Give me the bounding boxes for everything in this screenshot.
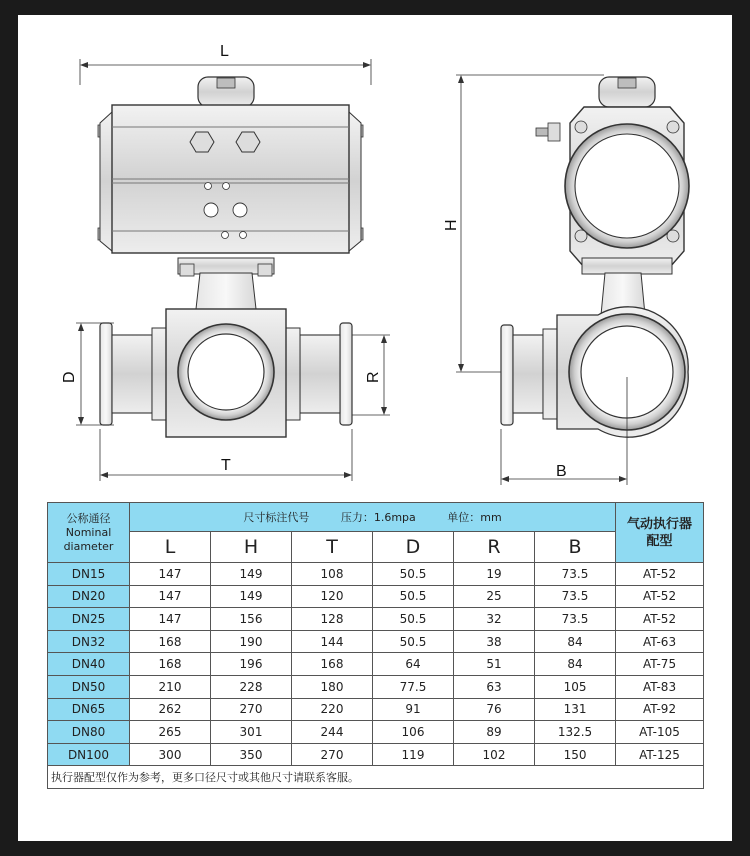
nominal-diameter-cell: DN50 <box>48 675 130 698</box>
table-row <box>48 585 704 608</box>
table-row <box>48 675 704 698</box>
dimension-cell-R: 25 <box>454 585 535 608</box>
dimension-cell-T: 128 <box>292 608 373 631</box>
dimension-cell-D: 50.5 <box>373 608 454 631</box>
nominal-cn: 公称通径 <box>66 511 111 525</box>
dimension-cell-L: 147 <box>130 585 211 608</box>
nominal-en-1: Nominal <box>65 525 112 539</box>
spec-info-header <box>130 503 616 532</box>
actuator-model-cell: AT-63 <box>616 630 704 653</box>
dimension-cell-H: 149 <box>211 585 292 608</box>
column-header-L: L <box>130 532 211 563</box>
dimension-cell-R: 32 <box>454 608 535 631</box>
column-header-R: R <box>454 532 535 563</box>
dimension-cell-D: 64 <box>373 653 454 676</box>
dimension-cell-B: 73.5 <box>535 585 616 608</box>
dimension-cell-T: 120 <box>292 585 373 608</box>
dim-label-H: H <box>443 219 460 231</box>
dimension-cell-H: 190 <box>211 630 292 653</box>
dimension-cell-H: 149 <box>211 563 292 586</box>
table-row <box>48 743 704 766</box>
nominal-diameter-cell: DN15 <box>48 563 130 586</box>
actuator-model-cell: AT-52 <box>616 585 704 608</box>
dimension-cell-T: 108 <box>292 563 373 586</box>
dim-label-T: T <box>221 457 231 474</box>
dimension-cell-D: 50.5 <box>373 563 454 586</box>
nominal-diameter-cell: DN40 <box>48 653 130 676</box>
nominal-diameter-header <box>48 503 130 563</box>
dimension-cell-L: 300 <box>130 743 211 766</box>
actuator-model-cell: AT-83 <box>616 675 704 698</box>
nominal-diameter-cell: DN65 <box>48 698 130 721</box>
actuator-model-cell: AT-92 <box>616 698 704 721</box>
dimension-cell-L: 265 <box>130 721 211 744</box>
dimension-cell-R: 38 <box>454 630 535 653</box>
front-view <box>61 43 390 481</box>
specification-table-container <box>47 502 703 789</box>
dimension-cell-R: 89 <box>454 721 535 744</box>
dimension-cell-T: 144 <box>292 630 373 653</box>
dimension-cell-H: 270 <box>211 698 292 721</box>
dimension-cell-D: 106 <box>373 721 454 744</box>
dimension-cell-R: 19 <box>454 563 535 586</box>
dimension-cell-H: 350 <box>211 743 292 766</box>
dimension-cell-T: 168 <box>292 653 373 676</box>
dimension-cell-B: 105 <box>535 675 616 698</box>
dimension-cell-R: 102 <box>454 743 535 766</box>
dimension-cell-R: 63 <box>454 675 535 698</box>
spec-label: 尺寸标注代号 <box>243 511 310 524</box>
actuator-line1: 气动执行器 <box>627 516 693 532</box>
actuator-model-cell: AT-75 <box>616 653 704 676</box>
table-row <box>48 563 704 586</box>
nominal-diameter-cell: DN80 <box>48 721 130 744</box>
side-view <box>443 75 689 485</box>
table-row <box>48 698 704 721</box>
unit-label: 单位：mm <box>447 511 502 524</box>
dimension-cell-R: 76 <box>454 698 535 721</box>
actuator-model-cell: AT-125 <box>616 743 704 766</box>
dimension-cell-B: 73.5 <box>535 608 616 631</box>
dimension-cell-H: 156 <box>211 608 292 631</box>
dimension-cell-T: 180 <box>292 675 373 698</box>
table-row <box>48 721 704 744</box>
dimension-cell-L: 262 <box>130 698 211 721</box>
actuator-line2: 配型 <box>646 533 673 549</box>
dimension-cell-L: 210 <box>130 675 211 698</box>
dimension-cell-L: 147 <box>130 608 211 631</box>
spec-sheet <box>18 15 732 841</box>
specification-table <box>47 502 704 789</box>
dimension-cell-B: 73.5 <box>535 563 616 586</box>
nominal-diameter-cell: DN25 <box>48 608 130 631</box>
dimension-cell-L: 168 <box>130 653 211 676</box>
column-letters-row <box>48 532 704 563</box>
column-header-D: D <box>373 532 454 563</box>
column-header-H: H <box>211 532 292 563</box>
dimension-cell-H: 196 <box>211 653 292 676</box>
dimension-cell-L: 168 <box>130 630 211 653</box>
actuator-model-cell: AT-52 <box>616 563 704 586</box>
actuator-model-cell: AT-105 <box>616 721 704 744</box>
dimension-cell-L: 147 <box>130 563 211 586</box>
valve-technical-drawing <box>18 15 732 500</box>
actuator-model-header <box>616 503 704 563</box>
dimension-cell-H: 301 <box>211 721 292 744</box>
dimension-cell-B: 150 <box>535 743 616 766</box>
nominal-diameter-cell: DN100 <box>48 743 130 766</box>
nominal-diameter-cell: DN20 <box>48 585 130 608</box>
dim-label-D: D <box>61 371 78 383</box>
dim-label-B: B <box>556 463 567 480</box>
dimension-cell-B: 132.5 <box>535 721 616 744</box>
footnote: 执行器配型仅作为参考，更多口径尺寸或其他尺寸请联系客服。 <box>48 766 704 789</box>
dimension-cell-B: 131 <box>535 698 616 721</box>
table-row <box>48 630 704 653</box>
dimension-cell-D: 119 <box>373 743 454 766</box>
dimension-cell-D: 50.5 <box>373 630 454 653</box>
nominal-diameter-cell: DN32 <box>48 630 130 653</box>
dim-label-L: L <box>220 43 229 60</box>
dimension-cell-D: 50.5 <box>373 585 454 608</box>
table-row <box>48 653 704 676</box>
dimension-cell-R: 51 <box>454 653 535 676</box>
dimension-cell-H: 228 <box>211 675 292 698</box>
dimension-cell-T: 244 <box>292 721 373 744</box>
dimension-cell-B: 84 <box>535 630 616 653</box>
dim-label-R: R <box>365 371 382 383</box>
dimension-cell-B: 84 <box>535 653 616 676</box>
pressure-label: 压力：1.6mpa <box>340 511 416 524</box>
dimension-cell-T: 270 <box>292 743 373 766</box>
actuator-model-cell: AT-52 <box>616 608 704 631</box>
table-row <box>48 608 704 631</box>
column-header-B: B <box>535 532 616 563</box>
nominal-en-2: diameter <box>63 539 114 553</box>
dimension-cell-D: 77.5 <box>373 675 454 698</box>
column-header-T: T <box>292 532 373 563</box>
dimension-cell-D: 91 <box>373 698 454 721</box>
dimension-cell-T: 220 <box>292 698 373 721</box>
